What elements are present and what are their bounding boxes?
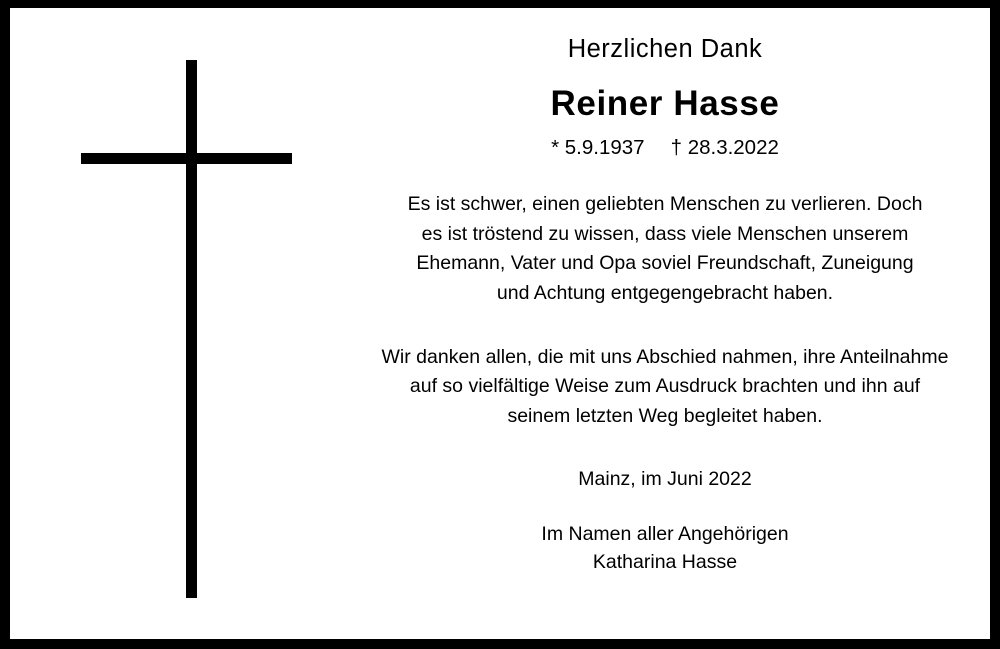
cross-vertical-bar [186, 60, 197, 598]
thanks-heading: Herzlichen Dank [567, 35, 763, 63]
signature-name: Katharina Hasse [592, 550, 738, 573]
thanks-paragraph-1: Es ist schwer, einen geliebten Menschen zu verlieren. Doch es ist tröstend zu wissen, dass viele Menschen unserem Ehemann, Vater und Opa soviel Freundschaft, Zuneigung und Achtung entgegengebracht haben. [407, 193, 923, 304]
cross-icon [10, 8, 340, 639]
family-signature-block [340, 521, 990, 576]
place-and-date: Mainz, im Juni 2022 [578, 468, 752, 491]
life-dates [340, 137, 990, 160]
notice-text-column [340, 8, 990, 639]
death-date: † 28.3.2022 [670, 135, 779, 159]
thanks-paragraph-2: Wir danken allen, die mit uns Abschied nahmen, ihre Anteilnahme auf so vielfältige Weise zum Ausdruck brachten und ihn auf seinem letzten Weg begleitet haben. [381, 345, 949, 427]
birth-date: * 5.9.1937 [551, 135, 645, 159]
deceased-name: Reiner Hasse [550, 84, 780, 124]
notice-card [10, 8, 990, 639]
family-line: Im Namen aller Angehörigen [541, 522, 789, 545]
cross-horizontal-bar [81, 153, 292, 164]
